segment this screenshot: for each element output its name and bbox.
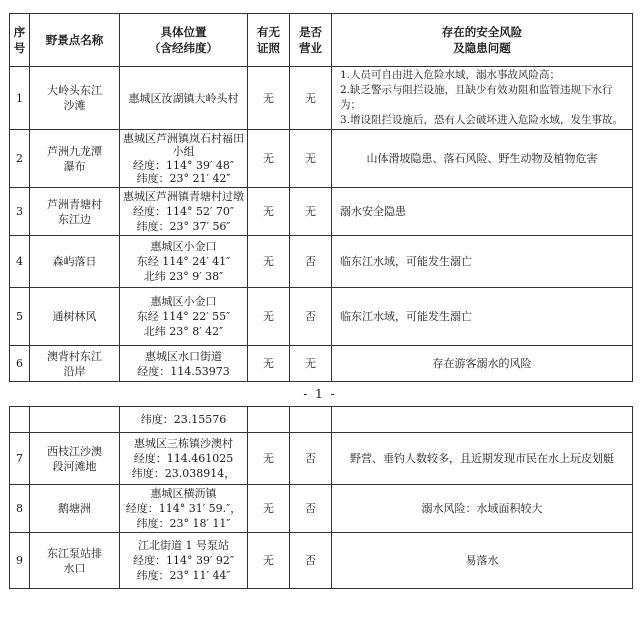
- table-row: [10, 433, 633, 485]
- row-risk: 1.人员可自由进入危险水域，溺水事故风险高； 2.缺乏警示与阻拦设施，且缺少有效劝阻和监管违规下水行为； 3.增设阻拦设施后，恐有人会破坏进入危险水域，发生事故。: [332, 67, 633, 130]
- table-row: [10, 346, 633, 382]
- row-certificate: 无: [248, 433, 290, 485]
- row-name: 芦洲九龙潭 瀑布: [30, 130, 120, 188]
- table-row: [10, 130, 633, 188]
- header-business: 是否 营业: [290, 14, 332, 67]
- row-certificate: 无: [248, 346, 290, 382]
- row-name: 鹅塘洲: [30, 485, 120, 533]
- row-certificate: 无: [248, 67, 290, 130]
- row-business: 否: [290, 236, 332, 288]
- risk-table-page1: [9, 13, 633, 382]
- header-row: [10, 14, 633, 67]
- row-certificate: 无: [248, 288, 290, 346]
- row-location: 惠城区横沥镇 经度：114° 31′ 59.″， 纬度：23° 18′ 11″: [120, 485, 248, 533]
- row-no: 3: [10, 188, 30, 236]
- row-no: 8: [10, 485, 30, 533]
- row-no: 1: [10, 67, 30, 130]
- row-no: 9: [10, 533, 30, 589]
- risk-table-page2: [9, 406, 633, 589]
- row-no: 7: [10, 433, 30, 485]
- row-no: 4: [10, 236, 30, 288]
- row-risk: 临东江水域，可能发生溺亡: [332, 288, 633, 346]
- row-no: [10, 407, 30, 433]
- row-business: 否: [290, 485, 332, 533]
- row-risk: 临东江水域，可能发生溺亡: [332, 236, 633, 288]
- row-certificate: 无: [248, 485, 290, 533]
- row-business: 否: [290, 433, 332, 485]
- row-location: 惠城区三栋镇沙澳村 经度：114.461025 纬度：23.038914，: [120, 433, 248, 485]
- row-certificate: 无: [248, 188, 290, 236]
- row-risk: 易落水: [332, 533, 633, 589]
- row-name: 西枝江沙澳 段河滩地: [30, 433, 120, 485]
- header-location: 具体位置 （含经纬度）: [120, 14, 248, 67]
- row-risk: 溺水风险：水域面积较大: [332, 485, 633, 533]
- row-name: 东江泵站排 水口: [30, 533, 120, 589]
- row-risk: 山体滑坡隐患、落石风险、野生动物及植物危害: [332, 130, 633, 188]
- table-row: [10, 288, 633, 346]
- row-risk: 溺水安全隐患: [332, 188, 633, 236]
- row-no: 5: [10, 288, 30, 346]
- row-name: 大岭头东江 沙滩: [30, 67, 120, 130]
- row-risk: 存在游客溺水的风险: [332, 346, 633, 382]
- row-location: 纬度：23.15576: [120, 407, 248, 433]
- row-no: 2: [10, 130, 30, 188]
- header-no: 序 号: [10, 14, 30, 67]
- row-name: 森屿落日: [30, 236, 120, 288]
- row-name: 芦洲青塘村 东江边: [30, 188, 120, 236]
- table-row: [10, 188, 633, 236]
- table-row: [10, 67, 633, 130]
- row-certificate: 无: [248, 533, 290, 589]
- row-certificate: [248, 407, 290, 433]
- row-business: [290, 407, 332, 433]
- row-business: 否: [290, 533, 332, 589]
- row-name: 通树林风: [30, 288, 120, 346]
- table-row: [10, 485, 633, 533]
- row-location: 惠城区小金口 东经 114° 24′ 41″ 北纬 23° 9′ 38″: [120, 236, 248, 288]
- row-location: 惠城区汝湖镇大岭头村: [120, 67, 248, 130]
- row-business: 无: [290, 346, 332, 382]
- header-risk: 存在的安全风险 及隐患问题: [332, 14, 633, 67]
- row-name: 澳背村东江 沿岸: [30, 346, 120, 382]
- row-location: 江北街道 1 号泵站 经度：114° 39′ 92″ 纬度：23° 11′ 44″: [120, 533, 248, 589]
- row-business: 无: [290, 130, 332, 188]
- row-location: 惠城区芦洲镇岚石村福田 小组 经度：114° 39′ 48″ 纬度：23° 21′ 42″: [120, 130, 248, 188]
- row-certificate: 无: [248, 236, 290, 288]
- page-number: - 1 -: [303, 387, 337, 401]
- row-risk: 野营、垂钓人数较多，且近期发现市民在水上玩皮划艇: [332, 433, 633, 485]
- row-business: 无: [290, 188, 332, 236]
- row-location: 惠城区芦洲镇青塘村过墩 经度：114° 52′ 70″ 纬度：23° 37′ 56″: [120, 188, 248, 236]
- row-business: 无: [290, 67, 332, 130]
- row-no: 6: [10, 346, 30, 382]
- row-name: [30, 407, 120, 433]
- row-certificate: 无: [248, 130, 290, 188]
- table-row: [10, 236, 633, 288]
- row-location: 惠城区小金口 东经 114° 22′ 55″ 北纬 23° 8′ 42″: [120, 288, 248, 346]
- table-row: [10, 407, 633, 433]
- header-certificate: 有无 证照: [248, 14, 290, 67]
- table-row: [10, 533, 633, 589]
- row-risk: [332, 407, 633, 433]
- row-business: 否: [290, 288, 332, 346]
- header-name: 野景点名称: [30, 14, 120, 67]
- row-location: 惠城区水口街道 经度：114.53973: [120, 346, 248, 382]
